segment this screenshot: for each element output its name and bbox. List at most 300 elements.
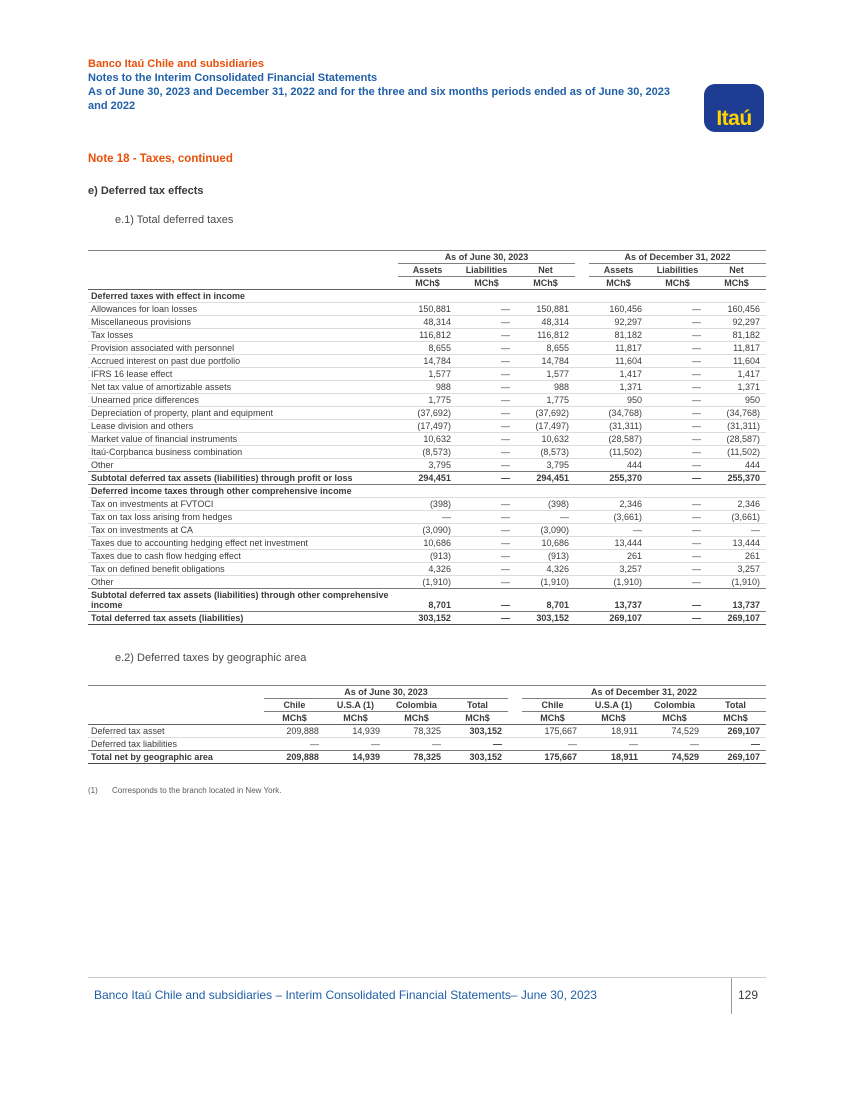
footnote-marker: (1) [88, 786, 98, 795]
value-cell [457, 485, 516, 498]
value-cell: — [457, 316, 516, 329]
value-cell: 1,577 [398, 368, 457, 381]
value-cell: — [648, 355, 707, 368]
value-cell [589, 290, 648, 303]
value-cell: 269,107 [589, 612, 648, 625]
row-label: Tax on investments at FVTOCI [88, 498, 398, 511]
value-cell: 950 [707, 394, 766, 407]
column-gap [575, 511, 589, 524]
row-label: Miscellaneous provisions [88, 316, 398, 329]
column-gap [508, 725, 522, 738]
value-cell: 1,577 [516, 368, 575, 381]
column-gap [575, 420, 589, 433]
column-gap [508, 712, 522, 725]
unit-header: MCh$ [707, 277, 766, 290]
row-label: Subtotal deferred tax assets (liabilities) through other comprehensive income [88, 589, 398, 612]
data-row [88, 576, 766, 589]
value-cell: — [648, 394, 707, 407]
data-row [88, 563, 766, 576]
deferred-taxes-by-geographic-area-table [88, 685, 766, 764]
value-cell: 13,444 [589, 537, 648, 550]
row-label: Total deferred tax assets (liabilities) [88, 612, 398, 625]
column-gap [508, 738, 522, 751]
value-cell: (28,587) [707, 433, 766, 446]
section-e1-heading: e.1) Total deferred taxes [115, 214, 234, 226]
column-gap [575, 472, 589, 485]
unit-header: MCh$ [398, 277, 457, 290]
column-header: U.S.A (1) [325, 699, 386, 712]
value-cell: 261 [707, 550, 766, 563]
value-cell: 175,667 [522, 725, 583, 738]
row-label: Market value of financial instruments [88, 433, 398, 446]
column-group-header: As of December 31, 2022 [589, 251, 766, 264]
data-row [88, 725, 766, 738]
value-cell: (913) [398, 550, 457, 563]
itau-logo-text: Itaú [716, 107, 752, 130]
unit-header: MCh$ [447, 712, 508, 725]
column-gap [575, 459, 589, 472]
value-cell: 1,775 [398, 394, 457, 407]
value-cell: — [457, 303, 516, 316]
company-name: Banco Itaú Chile and subsidiaries [88, 58, 265, 70]
data-row [88, 524, 766, 537]
value-cell [398, 290, 457, 303]
value-cell: — [457, 576, 516, 589]
subtotal-row [88, 472, 766, 485]
data-row [88, 329, 766, 342]
value-cell: — [648, 446, 707, 459]
row-label: Tax on defined benefit obligations [88, 563, 398, 576]
unit-header: MCh$ [583, 712, 644, 725]
value-cell: — [648, 537, 707, 550]
value-cell: 11,604 [589, 355, 648, 368]
value-cell: 150,881 [516, 303, 575, 316]
footer-text: Banco Itaú Chile and subsidiaries – Interim Consolidated Financial Statements– June 30, 2023 [94, 988, 597, 1002]
data-row [88, 433, 766, 446]
value-cell: 11,817 [589, 342, 648, 355]
column-gap [575, 342, 589, 355]
column-header: Total [705, 699, 766, 712]
data-row [88, 738, 766, 751]
value-cell: — [457, 524, 516, 537]
value-cell: (1,910) [516, 576, 575, 589]
section-e-heading: e) Deferred tax effects [88, 185, 204, 197]
value-cell: — [457, 433, 516, 446]
value-cell: — [648, 511, 707, 524]
value-cell: — [522, 738, 583, 751]
value-cell: 303,152 [447, 751, 508, 764]
value-cell: 160,456 [707, 303, 766, 316]
value-cell: 13,444 [707, 537, 766, 550]
data-row [88, 446, 766, 459]
value-cell: 209,888 [264, 751, 325, 764]
value-cell: (8,573) [516, 446, 575, 459]
value-cell: — [648, 576, 707, 589]
row-label: Other [88, 459, 398, 472]
total-row [88, 612, 766, 625]
value-cell: (3,090) [516, 524, 575, 537]
column-header: Liabilities [457, 264, 516, 277]
total-deferred-taxes-table [88, 250, 766, 625]
value-cell: — [457, 563, 516, 576]
value-cell: — [457, 459, 516, 472]
column-group-header: As of December 31, 2022 [522, 686, 766, 699]
row-label: IFRS 16 lease effect [88, 368, 398, 381]
column-group-header: As of June 30, 2023 [398, 251, 575, 264]
row-label: Deferred tax liabilities [88, 738, 264, 751]
value-cell: — [398, 511, 457, 524]
data-row [88, 394, 766, 407]
column-header: Chile [522, 699, 583, 712]
data-row [88, 498, 766, 511]
data-row [88, 355, 766, 368]
value-cell: 1,417 [707, 368, 766, 381]
value-cell: 18,911 [583, 725, 644, 738]
value-cell: — [644, 738, 705, 751]
value-cell: — [457, 472, 516, 485]
page-header [88, 57, 766, 133]
value-cell: (31,311) [589, 420, 648, 433]
value-cell: — [457, 589, 516, 612]
value-cell: — [457, 355, 516, 368]
column-gap [575, 303, 589, 316]
unit-header: MCh$ [522, 712, 583, 725]
value-cell: 160,456 [589, 303, 648, 316]
page-footer [88, 977, 766, 1014]
value-cell: (1,910) [707, 576, 766, 589]
value-cell: — [457, 612, 516, 625]
value-cell: 1,371 [707, 381, 766, 394]
value-cell: — [457, 446, 516, 459]
row-label: Tax losses [88, 329, 398, 342]
value-cell: (913) [516, 550, 575, 563]
row-label: Allowances for loan losses [88, 303, 398, 316]
row-label: Subtotal deferred tax assets (liabilities) through profit or loss [88, 472, 398, 485]
column-gap [508, 686, 522, 699]
value-cell: — [648, 407, 707, 420]
value-cell: — [386, 738, 447, 751]
row-label: Lease division and others [88, 420, 398, 433]
document-period: As of June 30, 2023 and December 31, 2022 and for the three and six months periods ended as of June 30, 2023 and 2022 [88, 86, 670, 112]
value-cell: — [447, 738, 508, 751]
value-cell: — [457, 368, 516, 381]
value-cell: (17,497) [516, 420, 575, 433]
value-cell: (3,661) [589, 511, 648, 524]
value-cell: 48,314 [398, 316, 457, 329]
column-group-header: As of June 30, 2023 [264, 686, 508, 699]
column-gap [575, 290, 589, 303]
column-header: Assets [398, 264, 457, 277]
value-cell: — [648, 550, 707, 563]
page-content [88, 57, 766, 796]
data-row [88, 368, 766, 381]
column-header: Chile [264, 699, 325, 712]
value-cell: — [457, 550, 516, 563]
value-cell: — [648, 472, 707, 485]
column-header: U.S.A (1) [583, 699, 644, 712]
row-label: Net tax value of amortizable assets [88, 381, 398, 394]
value-cell: (398) [398, 498, 457, 511]
unit-header: MCh$ [325, 712, 386, 725]
value-cell: — [648, 329, 707, 342]
value-cell: 8,655 [398, 342, 457, 355]
value-cell: — [457, 511, 516, 524]
column-gap [575, 485, 589, 498]
value-cell: 303,152 [516, 612, 575, 625]
row-label: Taxes due to accounting hedging effect net investment [88, 537, 398, 550]
header-text-block [88, 57, 673, 113]
value-cell: 294,451 [398, 472, 457, 485]
value-cell: (34,768) [589, 407, 648, 420]
data-row [88, 303, 766, 316]
value-cell: 13,737 [707, 589, 766, 612]
data-row [88, 342, 766, 355]
value-cell: — [457, 381, 516, 394]
value-cell: (11,502) [707, 446, 766, 459]
value-cell: — [648, 316, 707, 329]
value-cell: 4,326 [516, 563, 575, 576]
value-cell: 269,107 [707, 612, 766, 625]
column-gap [575, 394, 589, 407]
column-gap [575, 264, 589, 277]
header-spacer-cell [88, 686, 264, 699]
value-cell: — [457, 394, 516, 407]
column-gap [508, 699, 522, 712]
value-cell: 255,370 [589, 472, 648, 485]
value-cell: (11,502) [589, 446, 648, 459]
value-cell: — [648, 563, 707, 576]
value-cell: 74,529 [644, 751, 705, 764]
value-cell: — [705, 738, 766, 751]
unit-header: MCh$ [457, 277, 516, 290]
value-cell: 14,939 [325, 751, 386, 764]
value-cell [398, 485, 457, 498]
header-spacer-cell [88, 251, 398, 264]
value-cell: (398) [516, 498, 575, 511]
value-cell: (34,768) [707, 407, 766, 420]
value-cell: 3,795 [516, 459, 575, 472]
value-cell: — [457, 498, 516, 511]
column-gap [575, 550, 589, 563]
column-gap [575, 433, 589, 446]
value-cell: 988 [398, 381, 457, 394]
value-cell: 11,604 [707, 355, 766, 368]
value-cell: — [457, 329, 516, 342]
value-cell: 1,775 [516, 394, 575, 407]
value-cell: 4,326 [398, 563, 457, 576]
row-label: Deferred income taxes through other comprehensive income [88, 485, 398, 498]
section-row [88, 485, 766, 498]
section-row [88, 290, 766, 303]
value-cell: 8,655 [516, 342, 575, 355]
subtotal-row [88, 589, 766, 612]
value-cell: (37,692) [516, 407, 575, 420]
value-cell: (1,910) [398, 576, 457, 589]
value-cell: 116,812 [398, 329, 457, 342]
value-cell: (3,661) [707, 511, 766, 524]
value-cell: — [648, 368, 707, 381]
value-cell: — [325, 738, 386, 751]
page-number: 129 [731, 978, 766, 1014]
column-gap [575, 316, 589, 329]
row-label: Taxes due to cash flow hedging effect [88, 550, 398, 563]
value-cell: — [516, 511, 575, 524]
value-cell: 2,346 [589, 498, 648, 511]
unit-header: MCh$ [386, 712, 447, 725]
value-cell: 48,314 [516, 316, 575, 329]
value-cell: — [457, 407, 516, 420]
value-cell: — [648, 381, 707, 394]
value-cell: — [583, 738, 644, 751]
header-spacer-cell [88, 712, 264, 725]
value-cell: 303,152 [398, 612, 457, 625]
data-row [88, 381, 766, 394]
value-cell: — [648, 498, 707, 511]
value-cell [707, 485, 766, 498]
value-cell: 78,325 [386, 725, 447, 738]
column-gap [508, 751, 522, 764]
value-cell: 14,784 [516, 355, 575, 368]
value-cell: 10,632 [398, 433, 457, 446]
column-gap [575, 446, 589, 459]
row-label: Depreciation of property, plant and equipment [88, 407, 398, 420]
value-cell: 10,632 [516, 433, 575, 446]
value-cell: 92,297 [707, 316, 766, 329]
unit-header: MCh$ [264, 712, 325, 725]
unit-header: MCh$ [516, 277, 575, 290]
column-gap [575, 277, 589, 290]
value-cell: 269,107 [705, 751, 766, 764]
row-label: Other [88, 576, 398, 589]
row-label: Provision associated with personnel [88, 342, 398, 355]
footnote [88, 786, 766, 796]
value-cell: 10,686 [398, 537, 457, 550]
value-cell: — [457, 420, 516, 433]
value-cell: 1,371 [589, 381, 648, 394]
value-cell: — [707, 524, 766, 537]
data-row [88, 459, 766, 472]
value-cell: 209,888 [264, 725, 325, 738]
data-row [88, 537, 766, 550]
value-cell: 950 [589, 394, 648, 407]
row-label: Deferred tax asset [88, 725, 264, 738]
unit-header: MCh$ [648, 277, 707, 290]
row-label: Accrued interest on past due portfolio [88, 355, 398, 368]
column-gap [575, 368, 589, 381]
value-cell: — [264, 738, 325, 751]
data-row [88, 550, 766, 563]
value-cell: 150,881 [398, 303, 457, 316]
note-title: Note 18 - Taxes, continued [88, 153, 233, 165]
value-cell: 18,911 [583, 751, 644, 764]
row-label: Tax on investments at CA [88, 524, 398, 537]
column-header: Total [447, 699, 508, 712]
column-gap [575, 537, 589, 550]
value-cell: 13,737 [589, 589, 648, 612]
column-gap [575, 407, 589, 420]
row-label: Tax on tax loss arising from hedges [88, 511, 398, 524]
value-cell: (31,311) [707, 420, 766, 433]
value-cell: — [648, 524, 707, 537]
column-gap [575, 524, 589, 537]
unit-header: MCh$ [589, 277, 648, 290]
value-cell: 261 [589, 550, 648, 563]
data-row [88, 407, 766, 420]
value-cell: 81,182 [707, 329, 766, 342]
column-gap [575, 498, 589, 511]
header-spacer-cell [88, 699, 264, 712]
value-cell: (3,090) [398, 524, 457, 537]
value-cell: 294,451 [516, 472, 575, 485]
value-cell: 988 [516, 381, 575, 394]
value-cell [589, 485, 648, 498]
section-e2-heading: e.2) Deferred taxes by geographic area [115, 652, 307, 664]
column-gap [575, 381, 589, 394]
value-cell: — [648, 459, 707, 472]
value-cell: 81,182 [589, 329, 648, 342]
row-label: Deferred taxes with effect in income [88, 290, 398, 303]
value-cell [707, 290, 766, 303]
value-cell: 74,529 [644, 725, 705, 738]
value-cell: 255,370 [707, 472, 766, 485]
unit-header: MCh$ [705, 712, 766, 725]
value-cell [457, 290, 516, 303]
value-cell: — [648, 342, 707, 355]
column-header: Colombia [644, 699, 705, 712]
value-cell: (8,573) [398, 446, 457, 459]
column-header: Net [516, 264, 575, 277]
value-cell: 3,257 [707, 563, 766, 576]
value-cell: 269,107 [705, 725, 766, 738]
value-cell: (28,587) [589, 433, 648, 446]
value-cell: 14,784 [398, 355, 457, 368]
value-cell: 3,257 [589, 563, 648, 576]
value-cell: 1,417 [589, 368, 648, 381]
value-cell: 11,817 [707, 342, 766, 355]
value-cell: — [589, 524, 648, 537]
column-gap [575, 563, 589, 576]
unit-header: MCh$ [644, 712, 705, 725]
value-cell: — [648, 303, 707, 316]
value-cell [648, 290, 707, 303]
data-row [88, 420, 766, 433]
value-cell: 8,701 [398, 589, 457, 612]
value-cell: 8,701 [516, 589, 575, 612]
column-gap [575, 576, 589, 589]
value-cell: 303,152 [447, 725, 508, 738]
column-gap [575, 589, 589, 612]
document-title: Notes to the Interim Consolidated Financial Statements [88, 72, 378, 84]
value-cell: (37,692) [398, 407, 457, 420]
total-row [88, 751, 766, 764]
value-cell: — [648, 589, 707, 612]
value-cell: 78,325 [386, 751, 447, 764]
column-gap [575, 612, 589, 625]
header-spacer-cell [88, 277, 398, 290]
value-cell [648, 485, 707, 498]
column-header: Net [707, 264, 766, 277]
row-label: Unearned price differences [88, 394, 398, 407]
value-cell: — [648, 433, 707, 446]
value-cell: 3,795 [398, 459, 457, 472]
header-spacer-cell [88, 264, 398, 277]
value-cell [516, 485, 575, 498]
column-header: Liabilities [648, 264, 707, 277]
value-cell: 175,667 [522, 751, 583, 764]
value-cell: — [648, 612, 707, 625]
column-header: Colombia [386, 699, 447, 712]
value-cell: 444 [589, 459, 648, 472]
